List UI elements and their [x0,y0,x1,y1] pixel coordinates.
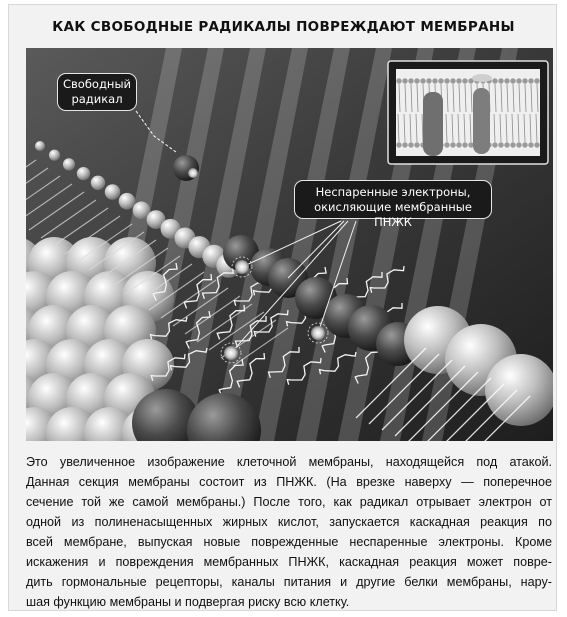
inset-lipid-head [414,142,419,147]
inset-lipid-head [492,142,497,147]
inset-lipid-head [528,142,533,147]
inset-lipid-head [456,78,461,83]
inset-lipid-head [450,142,455,147]
inset-lipid-head [462,78,467,83]
membrane-illustration [26,48,553,441]
caption-line: всей мембране, выпуская новые поврежденные неспаренные электроны. Кроме [26,535,552,549]
figure-caption [26,452,552,612]
caption-line: искажения и повреждения мембранных ПНЖК, каскадная реакция может повре- [26,555,552,569]
free-radical-label-line: Свободный [63,77,131,91]
inset-lipid-head [492,78,497,83]
caption-line: шая функцию мембраны и подвергая риску всю клетку. [26,595,350,609]
free-radical-label-line: радикал [71,92,123,106]
inset-surface-protein [472,74,492,82]
free-radical-label [57,73,137,111]
inset-lipid-head [534,78,539,83]
inset-lipid-head [444,142,449,147]
inset-lipid-head [408,142,413,147]
inset-lipid-head [432,78,437,83]
inset-lipid-head [516,142,521,147]
inset-lipid-head [510,78,515,83]
inset-lipid-head [408,78,413,83]
inset-lipid-head [414,78,419,83]
unpaired-electrons-label-line: Неспаренные электроны, [315,185,471,199]
inset-lipid-head [402,78,407,83]
inset-membrane-protein [473,88,490,154]
radical-electron [188,168,198,178]
lipid-head [77,167,90,180]
lipid-head [105,184,121,200]
lipid-head [49,150,60,161]
inset-lipid-head [450,78,455,83]
lipid-head [119,193,136,210]
inset-lipid-head [528,78,533,83]
inset-lipid-head [516,78,521,83]
caption-line: сечение той же самой мембраны.) После того, как радикал отрывает электрон от [26,495,552,509]
inset-lipid-head [462,142,467,147]
unpaired-electrons-label-line: окисляющие мембранные ПНЖК [314,200,472,229]
inset-lipid-head [396,142,401,147]
inset-lipid-head [498,142,503,147]
caption-line: одной из полиненасыщенных жирных кислот, запускается каскадная реакция по [26,515,552,529]
inset-lipid-head [522,142,527,147]
unpaired-electrons-label [294,180,492,229]
caption-line: дить гормональные рецепторы, каналы питания и другие белки мембраны, нару- [26,575,552,589]
electron-dot [235,260,249,274]
inset-membrane-protein [423,92,443,156]
electron-dot [311,326,325,340]
inset-lipid-head [402,142,407,147]
inset-lipid-head [510,142,515,147]
electron-dot [224,346,238,360]
inset-lipid-head [498,78,503,83]
caption-line: Это увеличенное изображение клеточной мембраны, находящейся под атакой. [26,455,552,469]
inset-lipid-head [504,78,509,83]
inset-lipid-head [396,78,401,83]
free-radical [173,155,199,181]
inset-lipid-head [438,78,443,83]
inset-lipid-head [468,142,473,147]
inset-lipid-head [456,142,461,147]
lipid-head [91,176,105,190]
cross-section-inset [388,61,548,164]
inset-lipid-head [444,78,449,83]
figure-frame [8,4,557,611]
inset-lipid-head [534,142,539,147]
inset-lipid-head [504,142,509,147]
inset-lipid-head [420,78,425,83]
lipid-head [63,158,75,170]
lipid-head [35,141,45,151]
inset-lipid-head [426,78,431,83]
caption-line: Данная секция мембраны состоит из ПНЖК. (На врезке наверху — поперечное [26,475,552,489]
figure-title: КАК СВОБОДНЫЕ РАДИКАЛЫ ПОВРЕЖДАЮТ МЕМБРАНЫ [52,19,515,35]
inset-lipid-head [522,78,527,83]
